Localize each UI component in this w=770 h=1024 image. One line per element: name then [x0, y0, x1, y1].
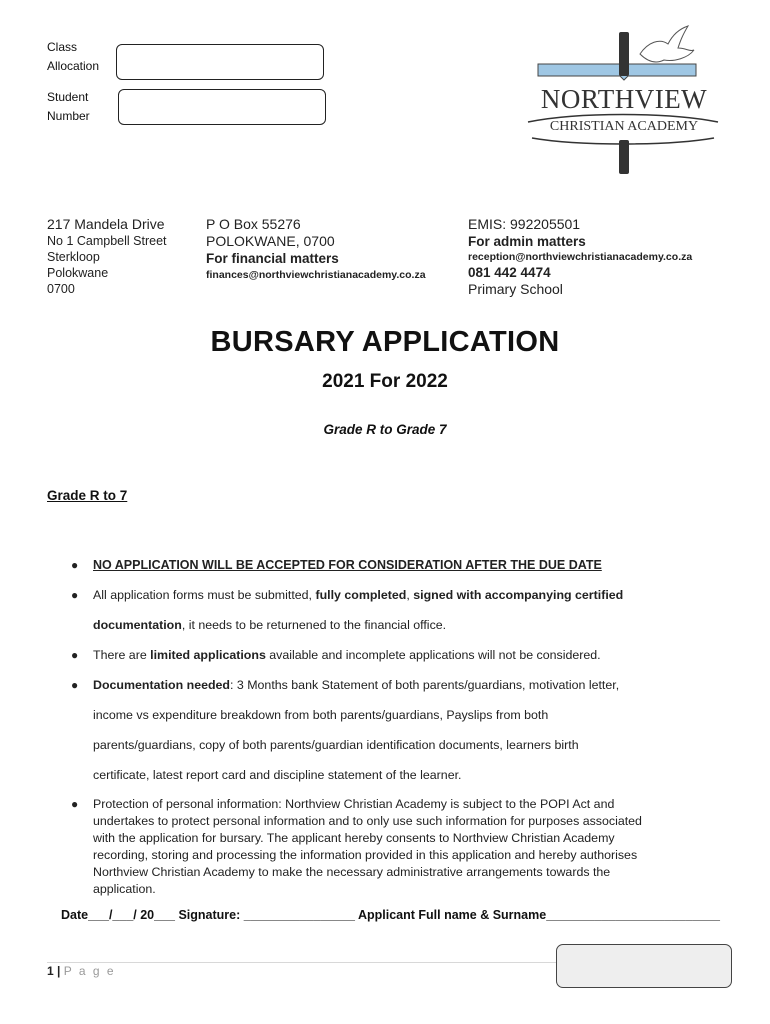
bullet-icon: ● — [71, 588, 79, 602]
text-span: recording, storing and processing the information provided in this application and hereby authorises — [93, 848, 638, 862]
signature-line[interactable]: Date___/___/ 20___ Signature: ________________ Applicant Full name & Surname_________________________ — [61, 908, 721, 922]
reception-email[interactable]: reception@northviewchristianacademy.co.za — [468, 251, 693, 263]
school-type: Primary School — [468, 281, 563, 297]
bullet-icon: ● — [71, 678, 79, 692]
text-span: , — [406, 588, 414, 602]
admin-matters-heading: For admin matters — [468, 234, 586, 249]
address-postal — [206, 216, 426, 283]
page-footer — [47, 964, 116, 978]
list-item — [71, 640, 733, 670]
address-line: Polokwane — [47, 266, 109, 280]
address-street — [47, 216, 167, 297]
due-date-warning: NO APPLICATION WILL BE ACCEPTED FOR CONSIDERATION AFTER THE DUE DATE — [93, 558, 602, 572]
financial-matters-heading: For financial matters — [206, 251, 339, 266]
bullet-icon: ● — [71, 558, 79, 572]
text-span: certificate, latest report card and discipline statement of the learner. — [93, 768, 462, 782]
requirements-list — [71, 550, 733, 898]
class-allocation-label — [47, 38, 99, 76]
office-use-box[interactable] — [556, 944, 732, 988]
text-span: fully completed — [315, 588, 407, 602]
bullet-icon: ● — [71, 797, 79, 811]
text-span: , it needs to be returnened to the financial office. — [181, 618, 447, 632]
text-span: Documentation needed — [93, 678, 230, 692]
text-span: income vs expenditure breakdown from both parents/guardians, Payslips from both — [93, 708, 549, 722]
text-span: limited applications — [150, 648, 266, 662]
text-span: parents/guardians, copy of both parents/guardian identification documents, learners birth — [93, 738, 579, 752]
text-span: application. — [93, 882, 156, 896]
text-span: All application forms must be submitted, — [93, 588, 316, 602]
finance-email[interactable]: finances@northviewchristianacademy.co.za — [206, 269, 426, 281]
page-separator: | — [53, 964, 64, 978]
student-number-label — [47, 88, 90, 126]
list-item — [71, 796, 733, 898]
text-span: undertakes to protect personal information and to only use such information for purposes associated — [93, 814, 642, 828]
student-number-box[interactable] — [118, 89, 326, 125]
document-title: BURSARY APPLICATION — [210, 326, 560, 358]
address-line: No 1 Campbell Street — [47, 234, 167, 248]
address-line: 0700 — [47, 282, 75, 296]
student-label-line2: Number — [47, 109, 90, 123]
list-item — [71, 550, 733, 580]
class-label-line2: Allocation — [47, 59, 100, 73]
grade-range: Grade R to Grade 7 — [323, 422, 447, 437]
page-number: 1 — [47, 964, 54, 978]
address-line: Sterkloop — [47, 250, 100, 264]
list-item — [71, 670, 733, 790]
class-label-line1: Class — [47, 40, 78, 54]
section-heading: Grade R to 7 — [47, 488, 128, 503]
text-span: There are — [93, 648, 151, 662]
list-item — [71, 580, 733, 640]
emis-number: EMIS: 992205501 — [468, 216, 581, 232]
text-span: Northview Christian Academy to make the necessary administrative arrangements towards the — [93, 865, 611, 879]
text-span: Protection of personal information: Northview Christian Academy is subject to the POPI Act and — [93, 797, 615, 811]
student-label-line1: Student — [47, 90, 89, 104]
text-span: available and incomplete applications will not be considered. — [265, 648, 601, 662]
logo-school-subtitle: CHRISTIAN ACADEMY — [549, 119, 699, 134]
phone-number: 081 442 4474 — [468, 265, 551, 280]
postal-city: POLOKWANE, 0700 — [206, 233, 335, 249]
text-span: : 3 Months bank Statement of both parents/guardians, motivation letter, — [230, 678, 620, 692]
text-span: with the application for bursary. The applicant hereby consents to Northview Christian Academy — [93, 831, 615, 845]
address-line: 217 Mandela Drive — [47, 216, 165, 232]
logo-school-name: NORTHVIEW — [540, 84, 708, 114]
page-word: P a g e — [63, 964, 116, 978]
class-allocation-box[interactable] — [116, 44, 324, 80]
text-span: signed with accompanying certified — [413, 588, 624, 602]
address-admin — [468, 216, 692, 298]
postal-box: P O Box 55276 — [206, 216, 301, 232]
text-span: documentation — [93, 618, 182, 632]
document-year: 2021 For 2022 — [322, 371, 448, 392]
bullet-icon: ● — [71, 648, 79, 662]
